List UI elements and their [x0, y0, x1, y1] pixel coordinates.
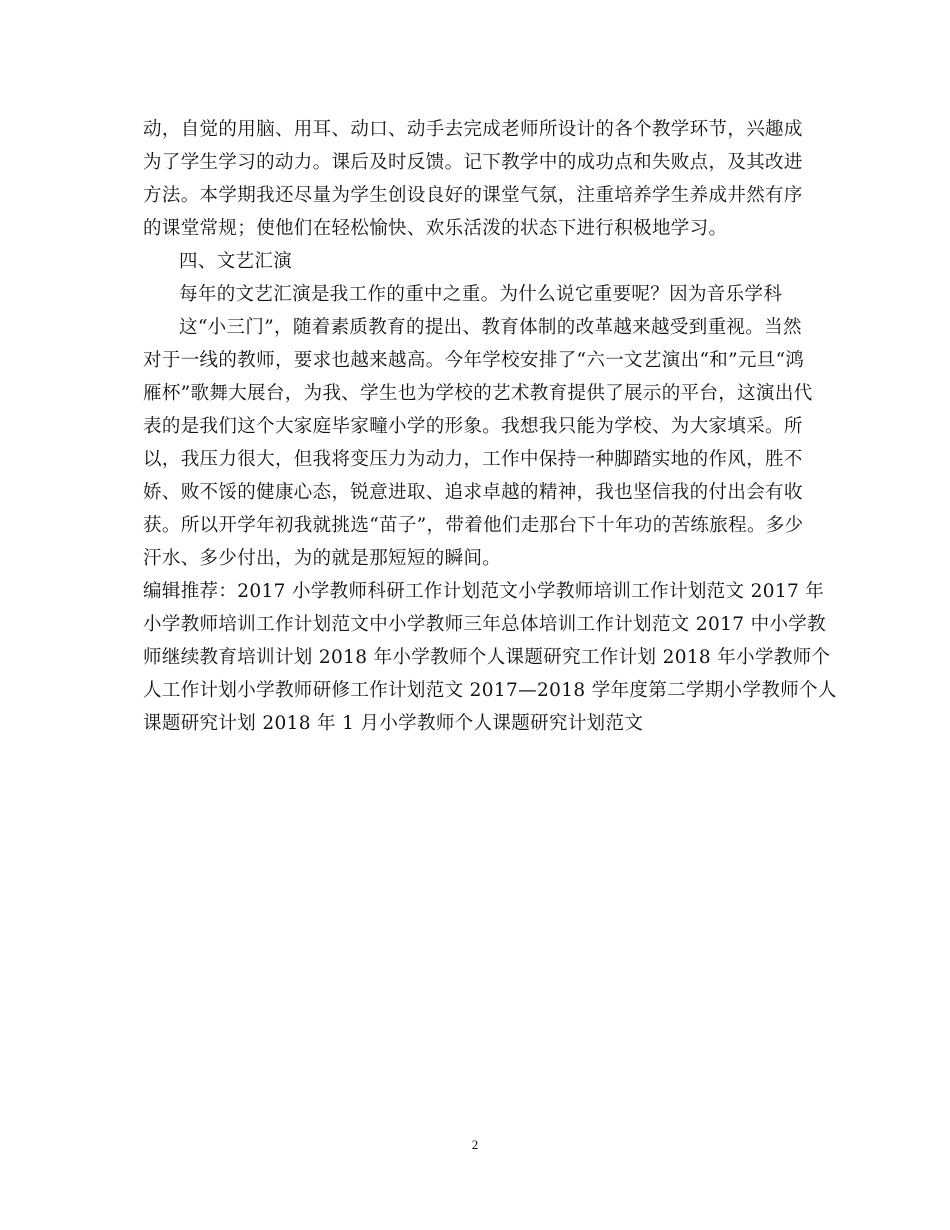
body-text-line: 这“小三门”，随着素质教育的提出、教育体制的改革越来越受到重视。当然	[179, 317, 802, 338]
recommendation-line: 课题研究计划 2018 年 1 月小学教师个人课题研究计划范文	[143, 713, 644, 734]
page-number: 2	[471, 1137, 479, 1152]
body-text-line: 汗水、多少付出，为的就是那短短的瞬间。	[143, 548, 502, 569]
body-text-line: 表的是我们这个大家庭毕家疃小学的形象。我想我只能为学校、为大家填采。所	[143, 416, 803, 437]
recommendation-line: 小学教师培训工作计划范文中小学教师三年总体培训工作计划范文 2017 中小学教	[143, 614, 826, 635]
body-text-line: 雁杯”歌舞大展台，为我、学生也为学校的艺术教育提供了展示的平台，这演出代	[143, 383, 813, 404]
body-text-line: 以，我压力很大，但我将变压力为动力，工作中保持一种脚踏实地的作风，胜不	[143, 449, 803, 470]
body-text-line: 获。所以开学年初我就挑选“苗子”，带着他们走那台下十年功的苦练旅程。多少	[143, 515, 804, 536]
body-text-line: 对于一线的教师，要求也越来越高。今年学校安排了“六一文艺演出“和”元旦“鸿	[143, 350, 805, 371]
body-text-line: 的课堂常规；使他们在轻松愉快、欢乐活泼的状态下进行积极地学习。	[143, 218, 728, 239]
body-text-line: 动，自觉的用脑、用耳、动口、动手去完成老师所设计的各个教学环节，兴趣成	[143, 119, 803, 140]
recommendation-line: 师继续教育培训计划 2018 年小学教师个人课题研究工作计划 2018 年小学教师个	[143, 647, 831, 668]
recommendation-line: 编辑推荐：2017 小学教师科研工作计划范文小学教师培训工作计划范文 2017 年	[143, 581, 825, 602]
recommendation-line: 人工作计划小学教师研修工作计划范文 2017—2018 学年度第二学期小学教师个人	[143, 680, 837, 701]
body-text-line: 方法。本学期我还尽量为学生创设良好的课堂气氛，注重培养学生养成井然有序	[143, 185, 803, 206]
body-text-line: 每年的文艺汇演是我工作的重中之重。为什么说它重要呢？因为音乐学科	[179, 284, 783, 305]
section-heading: 四、文艺汇演	[179, 251, 293, 272]
body-text-line: 娇、败不馁的健康心态，锐意进取、追求卓越的精神，我也坚信我的付出会有收	[143, 482, 803, 503]
body-text-line: 为了学生学习的动力。课后及时反馈。记下教学中的成功点和失败点，及其改进	[143, 152, 803, 173]
